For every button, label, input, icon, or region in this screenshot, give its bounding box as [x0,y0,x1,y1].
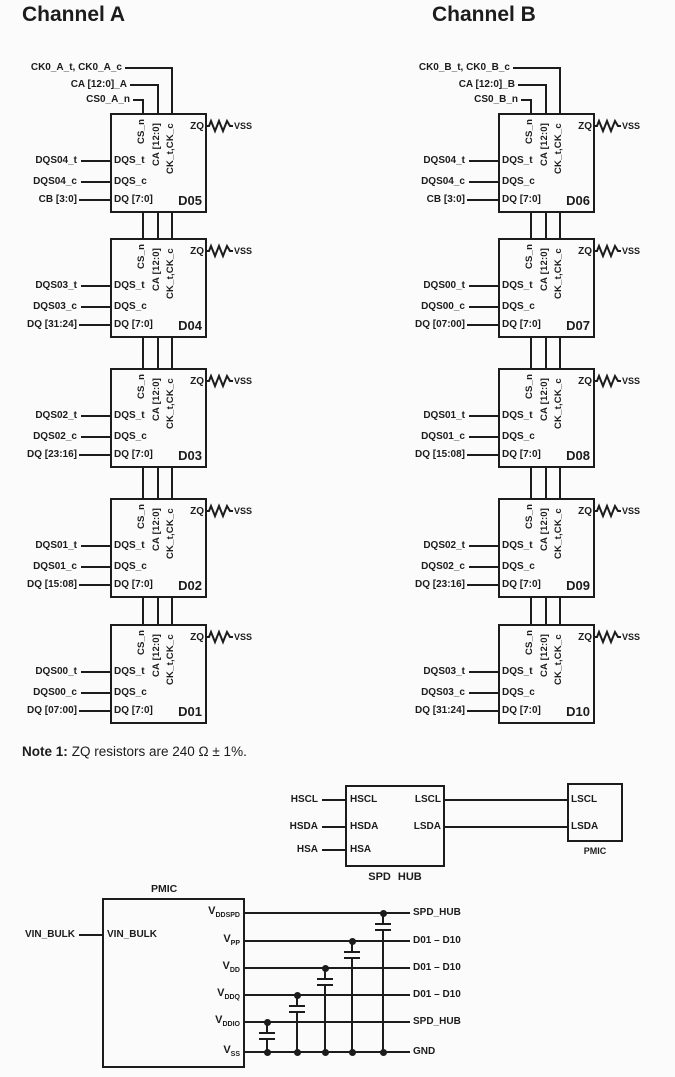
pin-label-cs: CS_n [136,118,147,144]
dqs-t-wire [469,285,498,287]
bus-wire [171,338,173,368]
external-dqs-c-label: DQS03_c [421,687,465,698]
rail-destination-label: SPD_HUB [413,907,461,918]
spd-pin-hscl: HSCL [350,794,378,805]
rail-destination-label: D01 – D10 [413,962,461,973]
bus-wire [142,213,144,238]
external-dqs-c-label: DQS00_c [421,301,465,312]
pin-label-dq: DQ [7:0] [502,449,541,460]
rail-pin-subscript: DDIO [222,1021,240,1028]
zq-resistor [594,373,624,389]
external-dq-label: CB [3:0] [38,194,77,205]
chip-D09 [414,498,641,598]
header-wire [130,84,159,86]
bus-wire [530,213,532,238]
channel-a-header-cs-label: CS0_A_n [86,94,130,105]
bus-wire [559,598,561,624]
chip-name: D05 [178,193,202,208]
pin-label-zq: ZQ [578,121,592,132]
bus-wire [142,468,144,498]
pin-label-dq: DQ [7:0] [502,194,541,205]
zq-resistor [206,503,236,519]
chip-D05 [33,113,253,213]
external-dqs-c-label: DQS00_c [33,687,77,698]
pin-label-dqs-t: DQS_t [502,666,533,677]
pin-label-ca: CA [12:0] [151,507,162,551]
rail-destination-label: D01 – D10 [413,935,461,946]
bus-wire [142,338,144,368]
chip-D01 [26,624,253,724]
header-wire [559,68,561,113]
rail-pin-main: V [208,905,216,917]
dq-wire [79,324,110,326]
external-dq-label: DQ [15:08] [26,579,77,590]
dqs-c-wire [81,181,110,183]
dq-wire [467,199,498,201]
pmic-small-box [567,783,623,842]
pin-label-cs: CS_n [136,629,147,655]
hsa-external-label: HSA [296,844,318,855]
pin-label-ck: CK_t,CK_c [553,378,564,429]
dqs-t-wire [81,285,110,287]
note-label: Note 1: [22,744,68,759]
dq-wire [79,454,110,456]
pin-label-dqs-t: DQS_t [114,540,145,551]
pin-label-ca: CA [12:0] [539,377,550,421]
external-dq-label: DQ [31:24] [414,705,465,716]
pin-label-zq: ZQ [190,506,204,517]
pin-label-dqs-c: DQS_c [114,431,147,442]
dqs-t-wire [81,415,110,417]
external-dqs-t-label: DQS01_t [423,410,465,421]
pin-label-dq: DQ [7:0] [114,319,153,330]
channel-b-header-cs-label: CS0_B_n [474,94,518,105]
external-dqs-c-label: DQS04_c [421,176,465,187]
header-wire [125,67,173,69]
chip-name: D04 [178,318,202,333]
lscl-wire [445,799,567,801]
junction-dot [322,965,329,972]
pmic-rail-pin [155,1014,240,1028]
spd-pin-lsda: LSDA [413,821,441,832]
dqs-t-wire [81,160,110,162]
pin-label-dq: DQ [7:0] [502,579,541,590]
pmic-rail-pin [155,905,240,919]
pin-label-ca: CA [12:0] [539,247,550,291]
bus-wire [559,468,561,498]
note [22,744,247,760]
pin-label-cs: CS_n [524,118,535,144]
bus-wire [171,468,173,498]
vss-label: VSS [234,246,253,256]
channel-a-header-ck-label: CK0_A_t, CK0_A_c [30,62,122,73]
capacitor-plate [289,1005,305,1007]
rail-pin-main: V [215,1014,223,1026]
external-dqs-t-label: DQS03_t [35,280,77,291]
vin-bulk-wire [79,934,102,936]
external-dq-label: DQ [31:24] [26,319,77,330]
zq-resistor [206,373,236,389]
rail-pin-main: V [222,960,230,972]
pin-label-dqs-t: DQS_t [502,155,533,166]
external-dq-label: DQ [07:00] [414,319,465,330]
rail-destination-label: D01 – D10 [413,989,461,1000]
dq-wire [467,454,498,456]
dqs-t-wire [469,545,498,547]
pin-label-ck: CK_t,CK_c [553,634,564,685]
pin-label-zq: ZQ [578,246,592,257]
pin-label-dqs-t: DQS_t [502,540,533,551]
note-text: ZQ resistors are 240 Ω ± 1%. [71,744,247,759]
pin-label-dqs-c: DQS_c [502,176,535,187]
pin-label-dq: DQ [7:0] [114,194,153,205]
spd-hub-label: SPD HUB [368,871,422,883]
header-wire [157,85,159,113]
pin-label-dqs-c: DQS_c [502,561,535,572]
external-dqs-t-label: DQS04_t [423,155,465,166]
junction-dot [380,910,387,917]
zq-resistor [594,503,624,519]
dqs-c-wire [469,566,498,568]
pin-label-dqs-c: DQS_c [114,301,147,312]
chip-name: D03 [178,448,202,463]
pin-label-zq: ZQ [190,121,204,132]
zq-resistor [206,629,236,645]
pin-label-dqs-c: DQS_c [114,176,147,187]
pin-label-dqs-t: DQS_t [114,666,145,677]
external-dq-label: DQ [23:16] [414,579,465,590]
zq-resistor [594,118,624,134]
dq-wire [79,584,110,586]
chip-name: D01 [178,704,202,719]
external-dqs-c-label: DQS02_c [33,431,77,442]
chip-D02 [26,498,253,598]
dq-wire [79,199,110,201]
pin-label-cs: CS_n [524,243,535,269]
pin-label-zq: ZQ [578,506,592,517]
dq-wire [467,710,498,712]
rail-wire [245,994,410,996]
bus-wire [530,338,532,368]
external-dqs-c-label: DQS03_c [33,301,77,312]
bus-wire [157,338,159,368]
dq-wire [79,710,110,712]
hsda-external-label: HSDA [289,821,318,832]
dqs-t-wire [469,415,498,417]
pin-label-dqs-c: DQS_c [502,431,535,442]
chip-name: D07 [566,318,590,333]
pin-label-cs: CS_n [136,243,147,269]
chip-name: D10 [566,704,590,719]
bus-wire [530,468,532,498]
pin-label-dqs-c: DQS_c [114,561,147,572]
chip-D07 [414,238,641,338]
rail-pin-main: V [223,933,231,945]
channel-b-title: Channel B [432,3,536,26]
pin-label-dqs-c: DQS_c [502,687,535,698]
pmic-pin-vin-bulk: VIN_BULK [107,929,158,940]
external-dqs-t-label: DQS02_t [35,410,77,421]
pin-label-dq: DQ [7:0] [502,705,541,716]
chip-D06 [421,113,641,213]
pin-label-zq: ZQ [578,376,592,387]
chip-D08 [414,368,641,468]
zq-resistor [594,629,624,645]
pin-label-ca: CA [12:0] [151,122,162,166]
bus-wire [545,468,547,498]
pin-label-ca: CA [12:0] [151,247,162,291]
pin-label-dqs-t: DQS_t [114,155,145,166]
dqs-t-wire [81,671,110,673]
channel-b-header-ck-label: CK0_B_t, CK0_B_c [418,62,510,73]
pin-label-ca: CA [12:0] [539,122,550,166]
pin-label-dq: DQ [7:0] [114,579,153,590]
lsda-wire [445,826,567,828]
vin-bulk-external-label: VIN_BULK [24,929,75,940]
zq-resistor [206,243,236,259]
pmic-pin-lscl: LSCL [571,794,598,805]
dqs-t-wire [81,545,110,547]
bus-wire [530,598,532,624]
dqs-c-wire [81,306,110,308]
pmic-small-label: PMIC [583,846,607,856]
vss-label: VSS [622,632,641,642]
pmic-rail-pin [155,960,240,974]
zq-resistor [594,243,624,259]
pin-label-dqs-t: DQS_t [502,280,533,291]
zq-resistor [206,118,236,134]
dq-wire [467,584,498,586]
junction-dot [294,992,301,999]
rail-destination-label: GND [413,1046,436,1057]
vss-label: VSS [234,632,253,642]
channel-a-title: Channel A [22,3,126,26]
capacitor-plate [375,923,391,925]
chip-D10 [414,624,641,724]
pin-label-ck: CK_t,CK_c [165,123,176,174]
channel-a-header-ca-label: CA [12:0]_A [70,79,127,90]
header-wire [513,67,561,69]
pin-label-ck: CK_t,CK_c [553,123,564,174]
bus-wire [559,213,561,238]
pin-label-dqs-c: DQS_c [114,687,147,698]
dqs-c-wire [81,566,110,568]
pin-label-dqs-c: DQS_c [502,301,535,312]
external-dq-label: DQ [07:00] [26,705,77,716]
pin-label-dqs-t: DQS_t [502,410,533,421]
external-dqs-c-label: DQS01_c [421,431,465,442]
pin-label-dq: DQ [7:0] [114,705,153,716]
pin-label-ck: CK_t,CK_c [553,508,564,559]
pmic-rail-pin [155,1044,240,1058]
pin-label-zq: ZQ [190,246,204,257]
external-dq-label: DQ [23:16] [26,449,77,460]
external-dqs-t-label: DQS02_t [423,540,465,551]
bus-wire [171,598,173,624]
dqs-c-wire [81,692,110,694]
spd-pin-lscl: LSCL [414,794,441,805]
rail-wire [245,940,410,942]
pin-label-cs: CS_n [136,373,147,399]
vss-label: VSS [234,376,253,386]
header-wire [530,100,532,113]
external-dqs-c-label: DQS01_c [33,561,77,572]
rail-destination-label: SPD_HUB [413,1016,461,1027]
pin-label-ck: CK_t,CK_c [165,378,176,429]
pin-label-cs: CS_n [524,503,535,529]
capacitor-plate [317,978,333,980]
vss-label: VSS [622,246,641,256]
external-dqs-t-label: DQS01_t [35,540,77,551]
bus-wire [171,213,173,238]
pin-label-ck: CK_t,CK_c [165,248,176,299]
pin-label-dq: DQ [7:0] [502,319,541,330]
vss-label: VSS [622,506,641,516]
dqs-t-wire [469,160,498,162]
external-dqs-t-label: DQS04_t [35,155,77,166]
vss-label: VSS [622,121,641,131]
junction-dot [264,1019,271,1026]
rail-pin-main: V [223,1044,231,1056]
pin-label-ca: CA [12:0] [151,377,162,421]
dq-wire [467,324,498,326]
rail-pin-subscript: DDSPD [215,912,240,919]
dqs-t-wire [469,671,498,673]
dqs-c-wire [469,692,498,694]
pin-label-ck: CK_t,CK_c [553,248,564,299]
pin-label-dqs-t: DQS_t [114,410,145,421]
external-dqs-t-label: DQS03_t [423,666,465,677]
bus-wire [157,213,159,238]
bus-wire [157,468,159,498]
external-dqs-t-label: DQS00_t [35,666,77,677]
chip-name: D06 [566,193,590,208]
hscl-external-label: HSCL [290,794,318,805]
pmic-pin-lsda: LSDA [571,821,599,832]
pin-label-ca: CA [12:0] [539,507,550,551]
bus-wire [545,213,547,238]
capacitor-wire [382,931,384,1052]
bus-wire [545,598,547,624]
pmic-title: PMIC [151,883,178,895]
hsa-wire [322,849,345,851]
chip-name: D02 [178,578,202,593]
hscl-wire [322,799,345,801]
capacitor-wire [296,1013,298,1052]
dqs-c-wire [469,436,498,438]
pmic-box [102,898,245,1068]
external-dqs-t-label: DQS00_t [423,280,465,291]
dqs-c-wire [469,306,498,308]
junction-dot [349,938,356,945]
rail-pin-subscript: SS [230,1051,240,1058]
bus-wire [157,598,159,624]
pmic-rail-pin [155,933,240,947]
chip-D04 [26,238,253,338]
spd-pin-hsa: HSA [350,844,372,855]
pin-label-ck: CK_t,CK_c [165,508,176,559]
external-dqs-c-label: DQS02_c [421,561,465,572]
pin-label-dqs-t: DQS_t [114,280,145,291]
pin-label-zq: ZQ [578,632,592,643]
header-wire [545,85,547,113]
vss-label: VSS [234,121,253,131]
pmic-rail-pin [155,987,240,1001]
vss-label: VSS [622,376,641,386]
rail-pin-main: V [217,987,225,999]
vss-label: VSS [234,506,253,516]
pin-label-dq: DQ [7:0] [114,449,153,460]
header-wire [171,68,173,113]
chip-name: D08 [566,448,590,463]
rail-pin-subscript: DD [229,967,240,974]
pin-label-zq: ZQ [190,376,204,387]
capacitor-plate [259,1032,275,1034]
rail-pin-subscript: DDQ [224,994,240,1001]
hsda-wire [322,826,345,828]
external-dq-label: DQ [15:08] [414,449,465,460]
chip-name: D09 [566,578,590,593]
capacitor-wire [351,959,353,1052]
channel-b-header-ca-label: CA [12:0]_B [458,79,515,90]
dqs-c-wire [469,181,498,183]
pin-label-cs: CS_n [524,629,535,655]
pin-label-cs: CS_n [136,503,147,529]
rail-pin-subscript: PP [230,940,240,947]
pin-label-ca: CA [12:0] [151,633,162,677]
bus-wire [559,338,561,368]
chip-D03 [26,368,253,468]
header-wire [142,100,144,113]
bus-wire [142,598,144,624]
rail-wire [245,1051,410,1053]
pin-label-zq: ZQ [190,632,204,643]
pin-label-cs: CS_n [524,373,535,399]
spd-pin-hsda: HSDA [350,821,379,832]
dqs-c-wire [81,436,110,438]
bus-wire [545,338,547,368]
pin-label-ck: CK_t,CK_c [165,634,176,685]
pin-label-ca: CA [12:0] [539,633,550,677]
external-dqs-c-label: DQS04_c [33,176,77,187]
header-wire [518,84,547,86]
external-dq-label: CB [3:0] [426,194,465,205]
capacitor-plate [344,951,360,953]
